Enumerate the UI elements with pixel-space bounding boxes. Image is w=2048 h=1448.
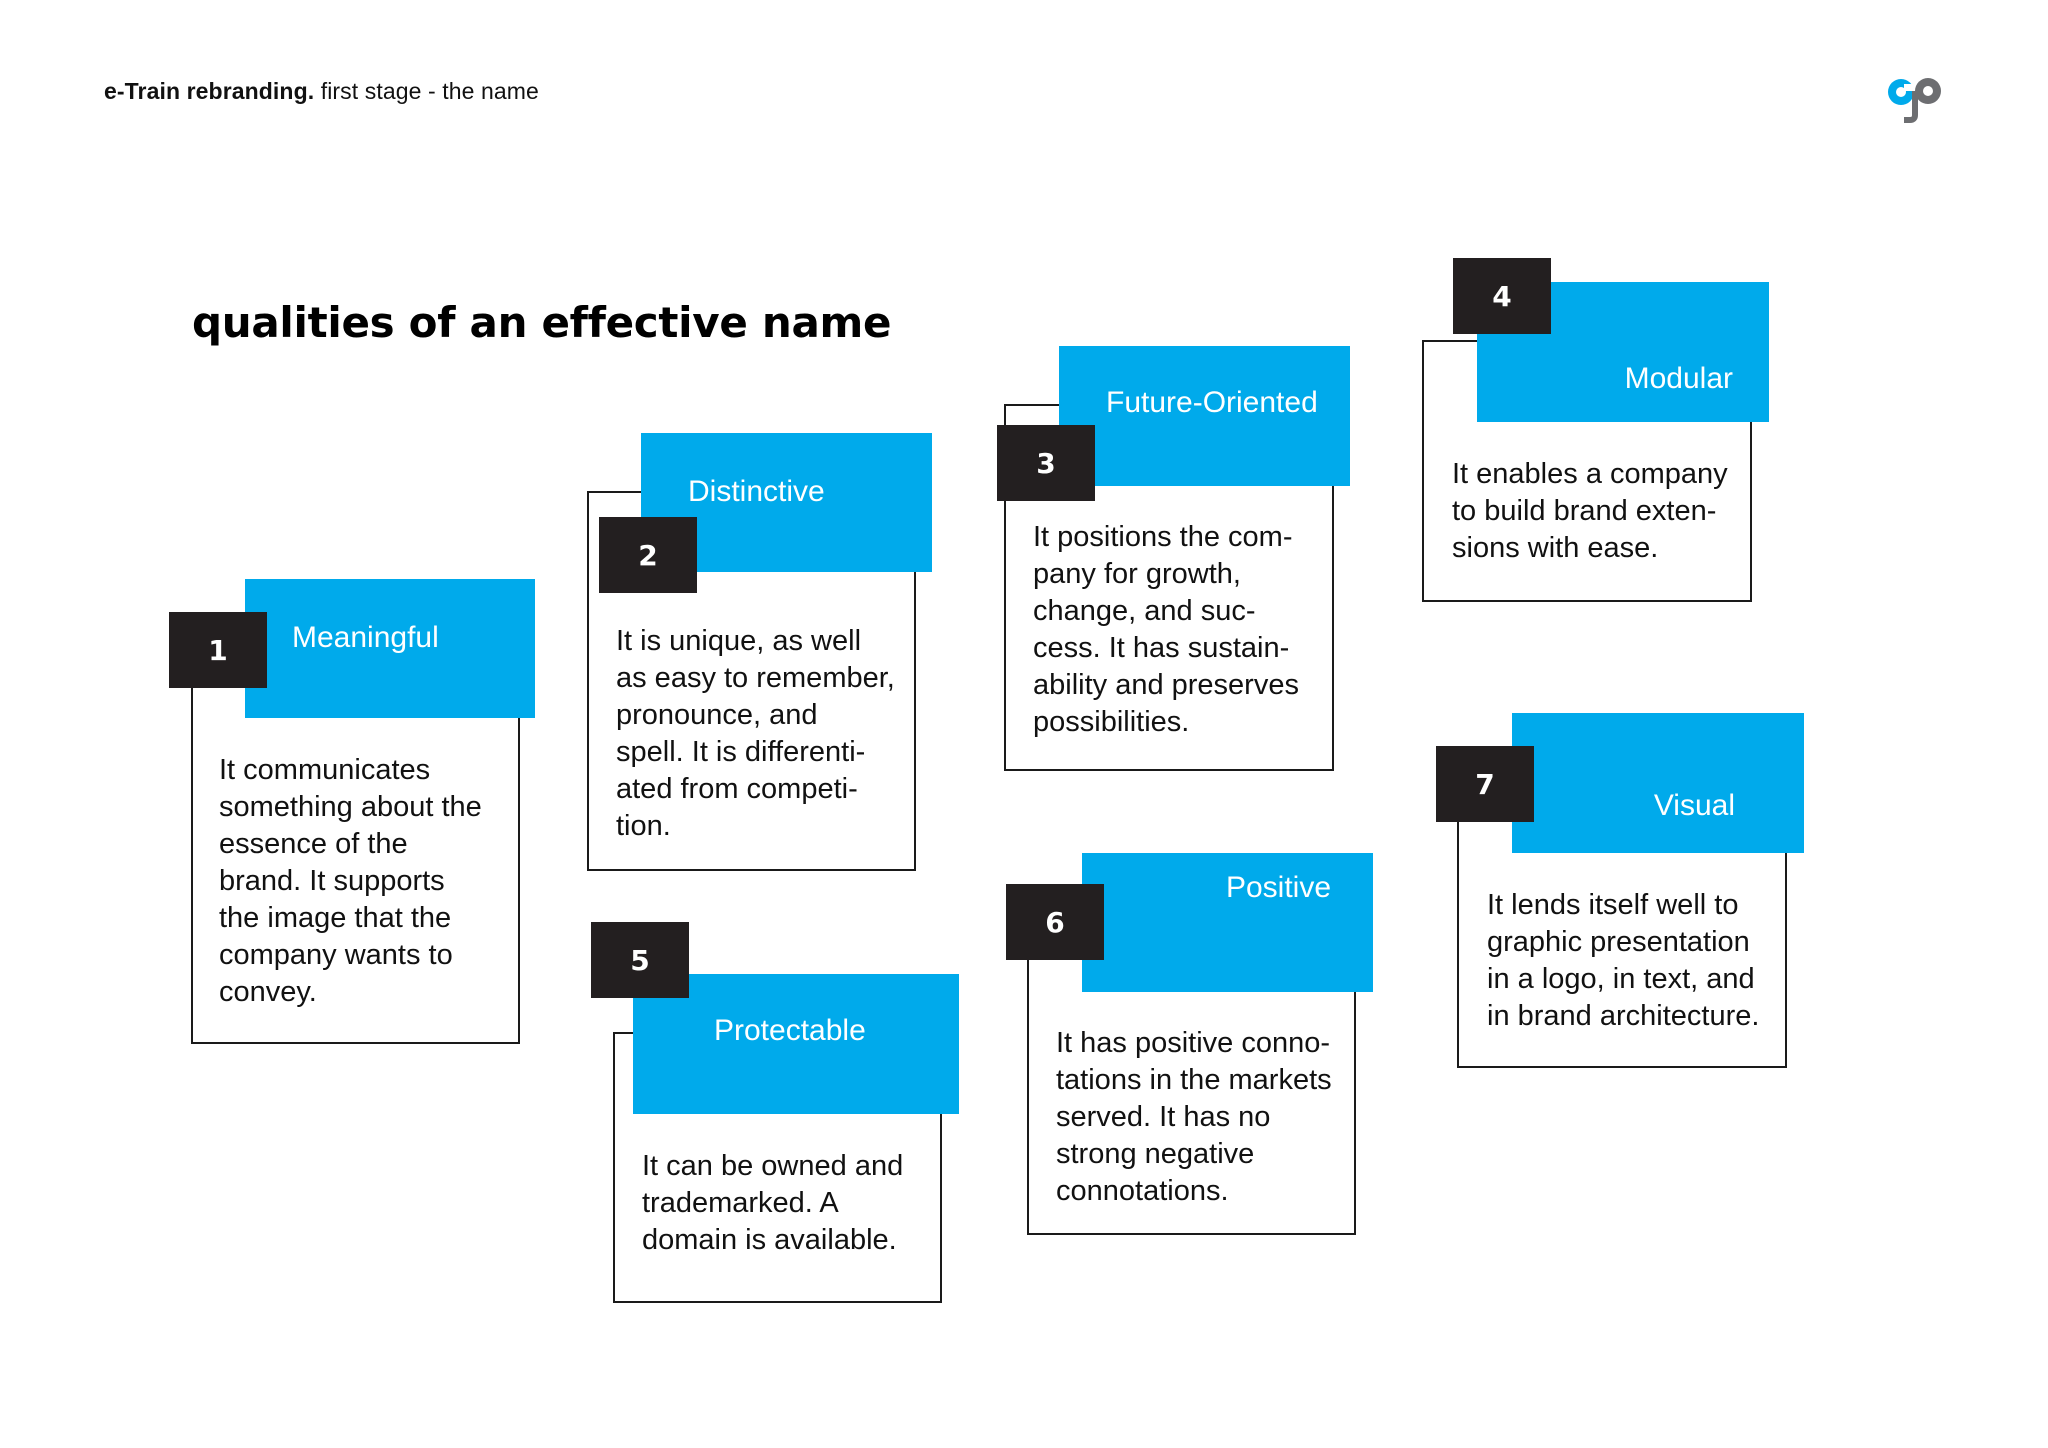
- card-description: It can be owned and trademarked. A domain is available.: [642, 1150, 904, 1256]
- card-title-tab: [1512, 713, 1804, 853]
- card-title: Visual: [1653, 789, 1735, 822]
- card-number-badge: 2: [599, 517, 697, 593]
- ep-logo-icon: [1884, 74, 1946, 124]
- card-number-badge: 1: [169, 612, 267, 688]
- page-title: qualities of an effective name: [192, 298, 892, 347]
- header-title-rest: first stage - the name: [314, 78, 539, 104]
- document-header: [104, 78, 539, 105]
- card-number-badge: 4: [1453, 258, 1551, 334]
- card-description: It communicates something about the essence of the brand. It supports the image that the company wants to convey.: [219, 754, 482, 1008]
- card-number-badge: 3: [997, 425, 1095, 501]
- card-number-badge: 6: [1006, 884, 1104, 960]
- card-title: Meaningful: [292, 621, 439, 654]
- card-title-tab: [1059, 346, 1350, 486]
- card-title: Distinctive: [688, 475, 825, 508]
- card-description: It has positive conno- tations in the markets served. It has no strong negative connotations.: [1056, 1027, 1332, 1207]
- card-title: Modular: [1624, 362, 1733, 395]
- card-number-badge: 7: [1436, 746, 1534, 822]
- card-number-badge: 5: [591, 922, 689, 998]
- card-title: Positive: [1225, 871, 1331, 904]
- card-description: It lends itself well to graphic presentation in a logo, in text, and in brand architecture.: [1487, 889, 1760, 1032]
- header-title-bold: e-Train rebranding.: [104, 78, 315, 104]
- card-description: It positions the com- pany for growth, change, and suc- cess. It has sustain- ability and preserves possibilities.: [1033, 521, 1299, 738]
- card-title: Protectable: [714, 1014, 866, 1047]
- card-description: It enables a company to build brand exten- sions with ease.: [1452, 458, 1728, 564]
- card-title-tab: [1082, 853, 1373, 992]
- card-description: It is unique, as well as easy to remember, pronounce, and spell. It is differenti- ated from competi- tion.: [616, 625, 895, 842]
- card-title-tab: [245, 579, 535, 718]
- card-title: Future-Oriented: [1106, 386, 1318, 419]
